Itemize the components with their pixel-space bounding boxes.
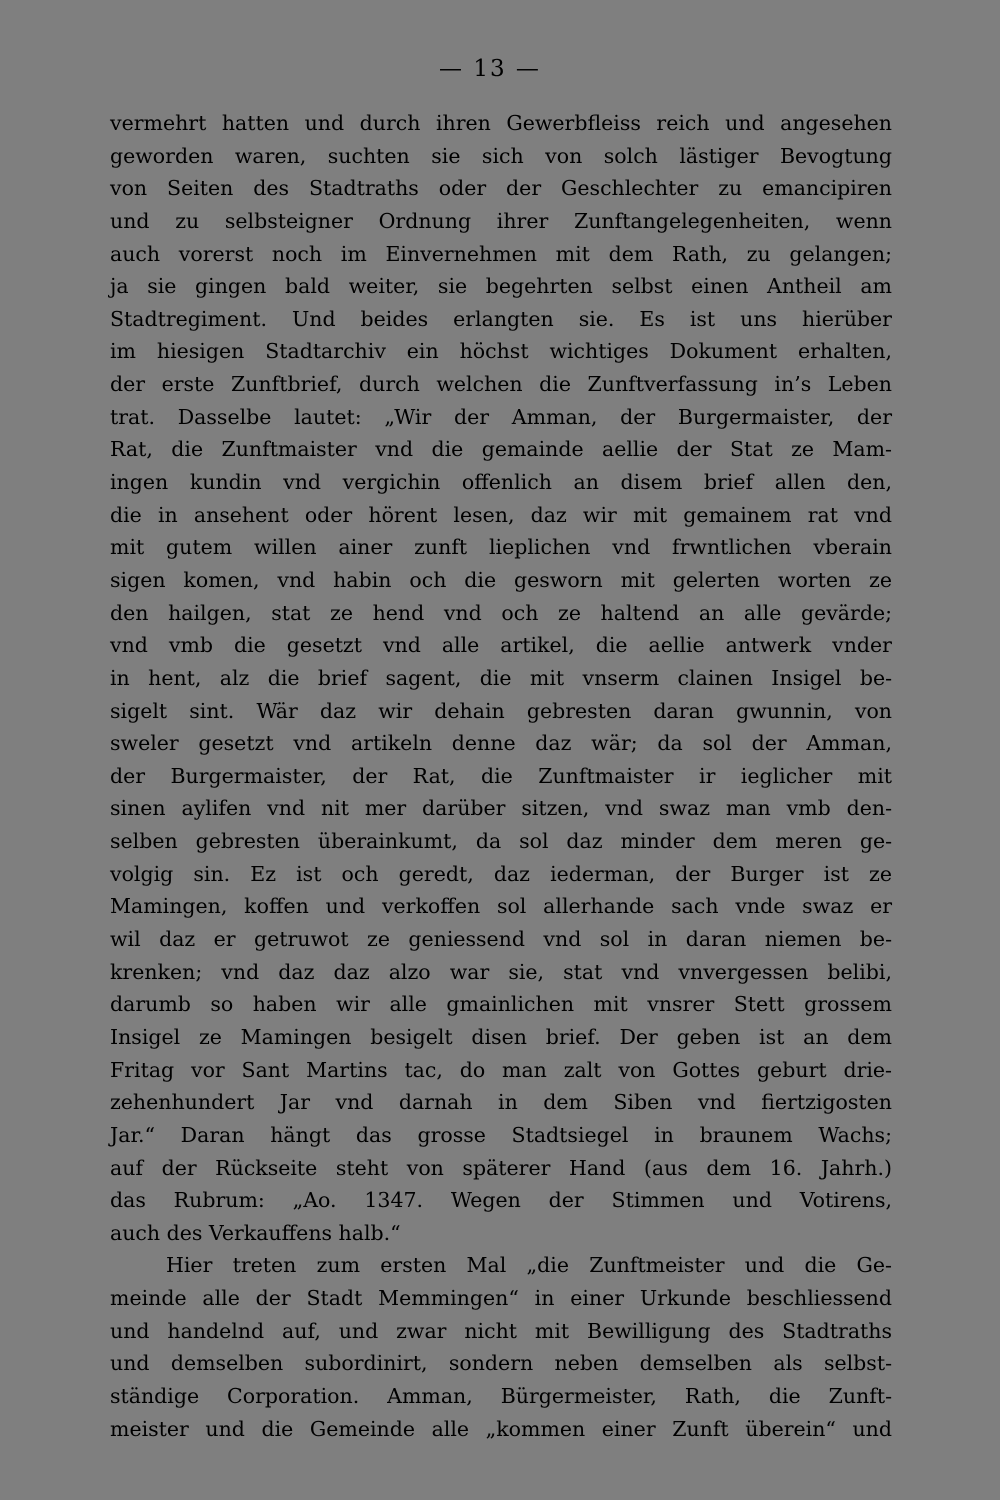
text-line: zehenhundert Jar vnd darnah in dem Siben vnd fiertzigosten	[110, 1090, 892, 1115]
text-line: krenken; vnd daz daz alzo war sie, stat vnd vnvergessen belibi,	[110, 959, 892, 984]
text-line: sweler gesetzt vnd artikeln denne daz wär; da sol der Amman,	[110, 731, 892, 756]
text-line: in hent, alz die brief sagent, die mit vnserm clainen Insigel be-	[110, 665, 892, 690]
text-line: ständige Corporation. Amman, Bürgermeister, Rath, die Zunft-	[110, 1383, 892, 1408]
text-line: auf der Rückseite steht von späterer Hand (aus dem 16. Jahrh.)	[110, 1155, 892, 1180]
text-line: sigelt sint. Wär daz wir dehain gebresten daran gwunnin, von	[110, 698, 892, 723]
text-line: Insigel ze Mamingen besigelt disen brief. Der geben ist an dem	[110, 1024, 892, 1049]
text-line: sigen komen, vnd habin och die gesworn mit gelerten worten ze	[110, 567, 892, 592]
paragraph-end-line: auch des Verkauffens halb.“	[110, 1220, 401, 1245]
text-line: meister und die Gemeinde alle „kommen einer Zunft überein“ und	[110, 1416, 892, 1441]
text-line: Mamingen, koffen und verkoffen sol allerhande sach vnde swaz er	[110, 894, 892, 919]
text-line: mit gutem willen ainer zunft lieplichen vnd frwntlichen vberain	[110, 535, 892, 560]
paragraph-start-line: Hier treten zum ersten Mal „die Zunftmeister und die Ge-	[166, 1253, 892, 1278]
text-line: meinde alle der Stadt Memmingen“ in einer Urkunde beschliessend	[110, 1286, 892, 1311]
text-line: geworden waren, suchten sie sich von solch lästiger Bevogtung	[110, 143, 892, 168]
text-line: ingen kundin vnd vergichin offenlich an disem brief allen den,	[110, 470, 892, 495]
page-number: — 13 —	[439, 56, 541, 82]
text-line: darumb so haben wir alle gmainlichen mit vnsrer Stett grossem	[110, 992, 892, 1017]
text-line: ja sie gingen bald weiter, sie begehrten selbst einen Antheil am	[110, 274, 892, 299]
text-line: der Burgermaister, der Rat, die Zunftmaister ir ieglicher mit	[110, 763, 892, 788]
text-line: und handelnd auf, und zwar nicht mit Bewilligung des Stadtraths	[110, 1318, 892, 1343]
text-line: wil daz er getruwot ze geniessend vnd sol in daran niemen be-	[110, 927, 892, 952]
text-line: und demselben subordinirt, sondern neben demselben als selbst-	[110, 1351, 892, 1376]
text-line: die in ansehent oder hörent lesen, daz wir mit gemainem rat vnd	[110, 502, 892, 527]
text-line: vermehrt hatten und durch ihren Gewerbfleiss reich und angesehen	[110, 111, 892, 135]
text-line: von Seiten des Stadtraths oder der Geschlechter zu emancipiren	[110, 176, 892, 201]
text-line: der erste Zunftbrief, durch welchen die Zunftverfassung in’s Leben	[110, 372, 892, 397]
text-line: das Rubrum: „Ao. 1347. Wegen der Stimmen und Votirens,	[110, 1188, 892, 1213]
text-line: trat. Dasselbe lautet: „Wir der Amman, der Burgermaister, der	[110, 404, 892, 429]
text-line: auch vorerst noch im Einvernehmen mit dem Rath, zu gelangen;	[110, 241, 892, 266]
body-text	[110, 107, 892, 1445]
text-line: sinen aylifen vnd nit mer darüber sitzen, vnd swaz man vmb den-	[110, 796, 892, 821]
text-line: Stadtregiment. Und beides erlangten sie. Es ist uns hierüber	[110, 306, 892, 331]
text-line: Rat, die Zunftmaister vnd die gemainde aellie der Stat ze Mam-	[110, 437, 892, 462]
text-line: im hiesigen Stadtarchiv ein höchst wichtiges Dokument erhalten,	[110, 339, 892, 364]
text-line: den hailgen, stat ze hend vnd och ze haltend an alle gevärde;	[110, 600, 892, 625]
text-line: Fritag vor Sant Martins tac, do man zalt von Gottes geburt drie-	[110, 1057, 892, 1082]
text-line: und zu selbsteigner Ordnung ihrer Zunftangelegenheiten, wenn	[110, 208, 892, 233]
text-line: volgig sin. Ez ist och geredt, daz iederman, der Burger ist ze	[110, 861, 892, 886]
text-line: Jar.“ Daran hängt das grosse Stadtsiegel in braunem Wachs;	[110, 1122, 892, 1147]
text-line: vnd vmb die gesetzt vnd alle artikel, die aellie antwerk vnder	[110, 633, 892, 658]
text-line: selben gebresten überainkumt, da sol daz minder dem meren ge-	[110, 829, 892, 854]
